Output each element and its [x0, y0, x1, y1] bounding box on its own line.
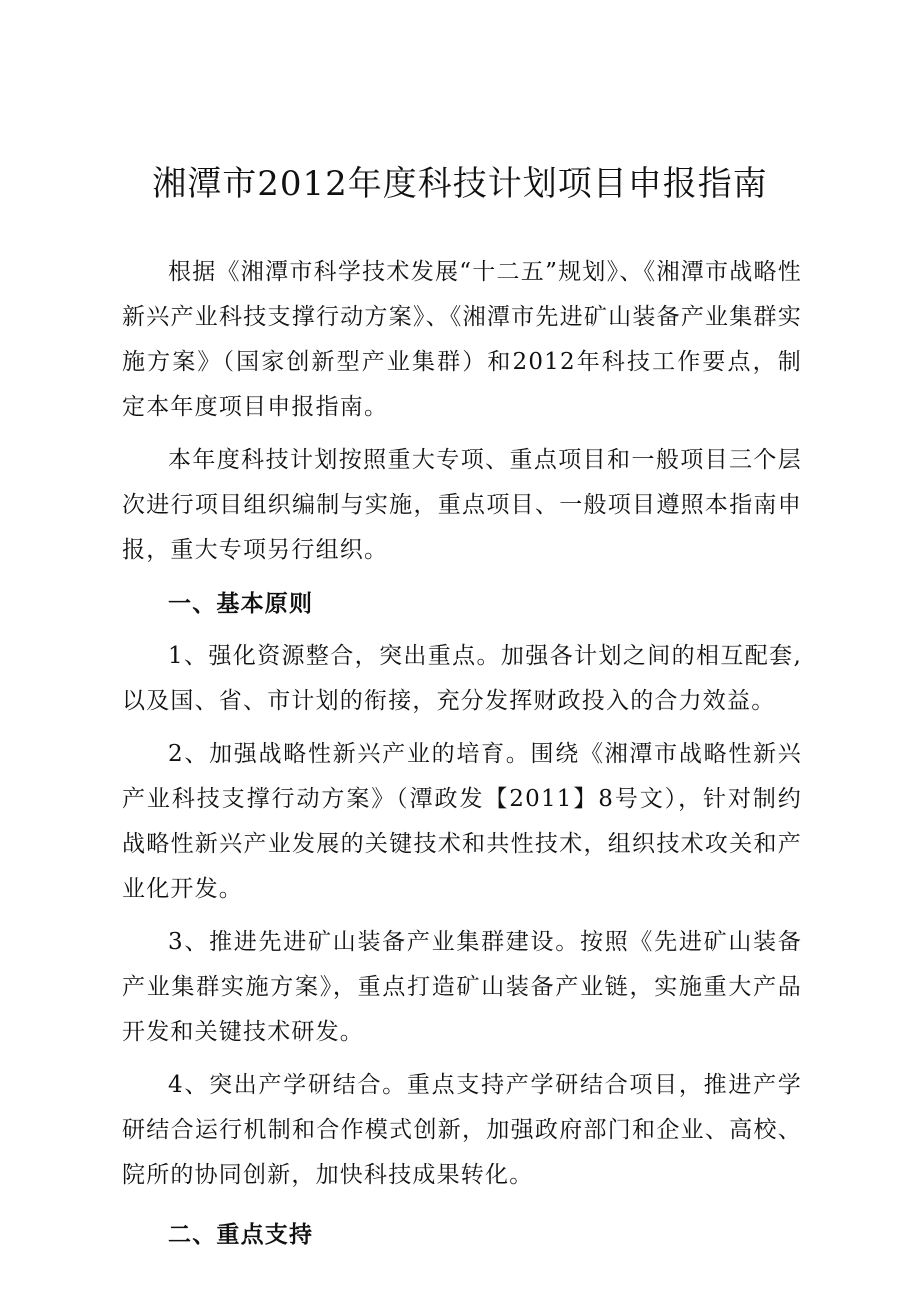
structure-paragraph: 本年度科技计划按照重大专项、重点项目和一般项目三个层次进行项目组织编制与实施，重点项目、一般项目遵照本指南申报，重大专项另行组织。 — [122, 447, 802, 563]
principle-item-3: 3、推进先进矿山装备产业集群建设。按照《先进矿山装备产业集群实施方案》，重点打造矿山装备产业链，实施重大产品开发和关键技术研发。 — [122, 929, 802, 1045]
intro-paragraph: 根据《湘潭市科学技术发展“十二五”规划》、《湘潭市战略性新兴产业科技支撑行动方案》、《湘潭市先进矿山装备产业集群实施方案》（国家创新型产业集群）和2012年科技工作要点，制定本年度项目申报指南。 — [122, 259, 802, 420]
document-body — [122, 250, 802, 1265]
principle-item-4: 4、突出产学研结合。重点支持产学研结合项目，推进产学研结合运行机制和合作模式创新，加强政府部门和企业、高校、院所的协同创新，加快科技成果转化。 — [122, 1072, 802, 1188]
section-heading-key-support: 二、重点支持 — [168, 1221, 314, 1248]
principle-item-1: 1、强化资源整合，突出重点。加强各计划之间的相互配套,以及国、省、市计划的衔接，充分发挥财政投入的合力效益。 — [122, 643, 802, 714]
section-heading-basic-principles: 一、基本原则 — [168, 590, 314, 617]
document-title: 湘潭市2012年度科技计划项目申报指南 — [152, 164, 768, 204]
principle-item-2: 2、加强战略性新兴产业的培育。围绕《湘潭市战略性新兴产业科技支撑行动方案》（潭政发【2011】8号文），针对制约战略性新兴产业发展的关键技术和共性技术，组织技术攻关和产业化开发。 — [122, 741, 802, 902]
